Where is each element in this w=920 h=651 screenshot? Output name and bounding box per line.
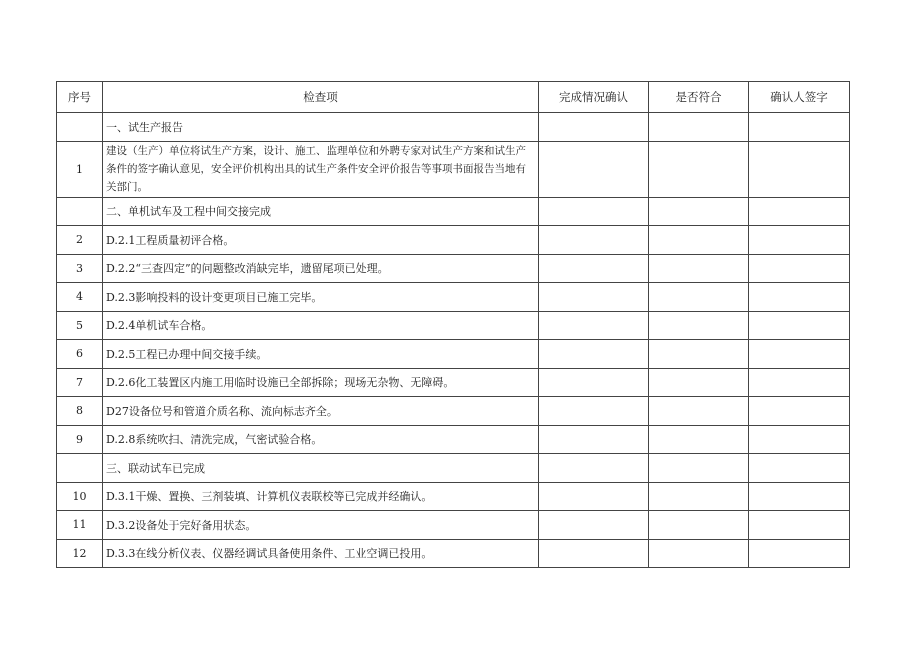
section-title: 三、联动试车已完成 [103,454,539,483]
signature-cell[interactable] [749,482,850,511]
table-row [57,397,850,426]
header-seq: 序号 [57,82,103,113]
signature-cell[interactable] [749,113,850,142]
compliance-cell[interactable] [649,340,749,369]
section-row [57,113,850,142]
signature-cell[interactable] [749,254,850,283]
compliance-cell[interactable] [649,482,749,511]
table-row [57,226,850,255]
completion-cell[interactable] [539,454,649,483]
table-row [57,283,850,312]
compliance-cell[interactable] [649,226,749,255]
completion-cell[interactable] [539,311,649,340]
compliance-cell[interactable] [649,397,749,426]
row-seq: 2 [57,226,103,255]
row-seq: 11 [57,511,103,540]
signature-cell[interactable] [749,368,850,397]
header-signature: 确认人签字 [749,82,850,113]
row-seq [57,197,103,226]
check-item: D.2.6化工装置区内施工用临时设施已全部拆除；现场无杂物、无障碍。 [103,368,539,397]
completion-cell[interactable] [539,482,649,511]
checklist-table [56,81,850,568]
signature-cell[interactable] [749,197,850,226]
check-item: D27设备位号和管道介质名称、流向标志齐全。 [103,397,539,426]
signature-cell[interactable] [749,141,850,197]
table-row [57,141,850,197]
section-title: 二、单机试车及工程中间交接完成 [103,197,539,226]
signature-cell[interactable] [749,454,850,483]
compliance-cell[interactable] [649,283,749,312]
completion-cell[interactable] [539,141,649,197]
compliance-cell[interactable] [649,425,749,454]
compliance-cell[interactable] [649,454,749,483]
completion-cell[interactable] [539,197,649,226]
compliance-cell[interactable] [649,113,749,142]
signature-cell[interactable] [749,226,850,255]
check-item: D.3.2设备处于完好备用状态。 [103,511,539,540]
row-seq: 8 [57,397,103,426]
row-seq: 1 [57,141,103,197]
signature-cell[interactable] [749,539,850,568]
check-item: 建设（生产）单位将试生产方案，设计、施工、监理单位和外聘专家对试生产方案和试生产条件的签字确认意见，安全评价机构出具的试生产条件安全评价报告等事项书面报告当地有关部门。 [103,141,539,197]
check-item: D.2.4单机试车合格。 [103,311,539,340]
completion-cell[interactable] [539,425,649,454]
section-title: 一、试生产报告 [103,113,539,142]
signature-cell[interactable] [749,425,850,454]
row-seq: 4 [57,283,103,312]
signature-cell[interactable] [749,511,850,540]
row-seq [57,113,103,142]
completion-cell[interactable] [539,254,649,283]
row-seq [57,454,103,483]
check-item: D.3.1干燥、置换、三剂装填、计算机仪表联校等已完成并经确认。 [103,482,539,511]
completion-cell[interactable] [539,226,649,255]
completion-cell[interactable] [539,511,649,540]
completion-cell[interactable] [539,283,649,312]
signature-cell[interactable] [749,340,850,369]
row-seq: 5 [57,311,103,340]
table-row [57,539,850,568]
compliance-cell[interactable] [649,539,749,568]
compliance-cell[interactable] [649,311,749,340]
check-item: D.2.2“三查四定”的问题整改消缺完毕，遗留尾项已处理。 [103,254,539,283]
row-seq: 3 [57,254,103,283]
compliance-cell[interactable] [649,197,749,226]
signature-cell[interactable] [749,311,850,340]
check-item: D.2.5工程已办理中间交接手续。 [103,340,539,369]
compliance-cell[interactable] [649,368,749,397]
row-seq: 7 [57,368,103,397]
compliance-cell[interactable] [649,141,749,197]
table-row [57,368,850,397]
completion-cell[interactable] [539,539,649,568]
completion-cell[interactable] [539,397,649,426]
header-completion: 完成情况确认 [539,82,649,113]
check-item: D.2.3影响投料的设计变更项目已施工完毕。 [103,283,539,312]
table-row [57,340,850,369]
check-item: D.3.3在线分析仪表、仪器经调试具备使用条件、工业空调已投用。 [103,539,539,568]
table-row [57,425,850,454]
row-seq: 10 [57,482,103,511]
compliance-cell[interactable] [649,511,749,540]
signature-cell[interactable] [749,283,850,312]
row-seq: 12 [57,539,103,568]
section-row [57,197,850,226]
row-seq: 6 [57,340,103,369]
check-item: D.2.8系统吹扫、清洗完成，气密试验合格。 [103,425,539,454]
completion-cell[interactable] [539,340,649,369]
signature-cell[interactable] [749,397,850,426]
header-row [57,82,850,113]
compliance-cell[interactable] [649,254,749,283]
section-row [57,454,850,483]
table-row [57,311,850,340]
check-item: D.2.1工程质量初评合格。 [103,226,539,255]
completion-cell[interactable] [539,368,649,397]
table-row [57,511,850,540]
table-row [57,482,850,511]
completion-cell[interactable] [539,113,649,142]
header-item: 检查项 [103,82,539,113]
row-seq: 9 [57,425,103,454]
table-row [57,254,850,283]
header-compliance: 是否符合 [649,82,749,113]
